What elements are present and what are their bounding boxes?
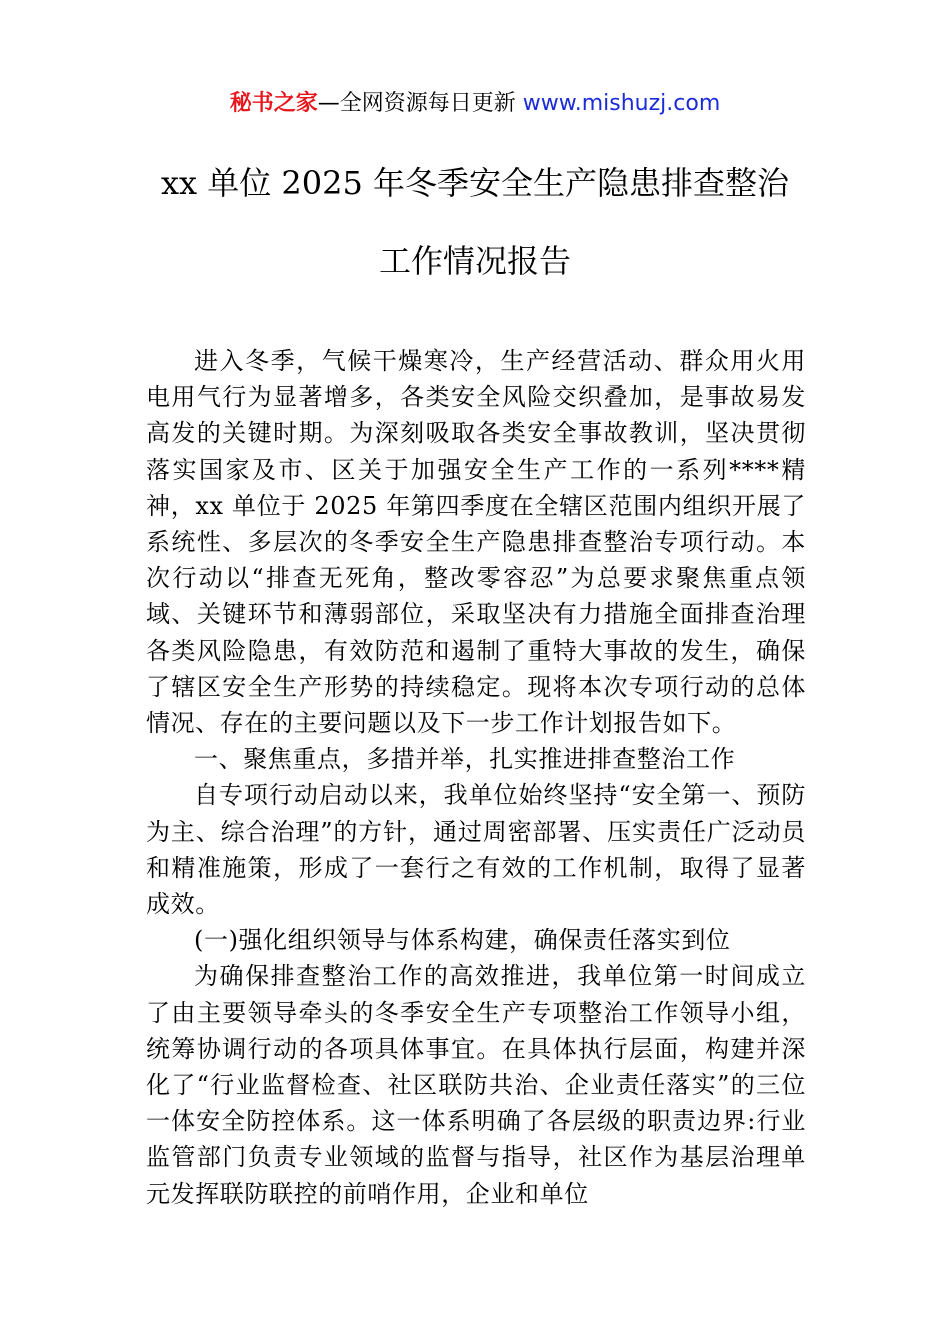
site-tagline: —全网资源每日更新: [317, 91, 523, 116]
title-line-1: xx 单位 2025 年冬季安全生产隐患排查整治: [160, 164, 790, 202]
section-1-paragraph: 自专项行动启动以来，我单位始终坚持“安全第一、预防为主、综合治理”的方针，通过周密部署、压实责任广泛动员和精准施策，形成了一套行之有效的工作机制，取得了显著成效。: [146, 781, 806, 919]
section-heading-1: 一、聚焦重点，多措并举，扎实推进排查整治工作: [194, 745, 736, 774]
site-header: [0, 88, 950, 120]
subsection-1-paragraph: 为确保排查整治工作的高效推进，我单位第一时间成立了由主要领导牵头的冬季安全生产专项整治工作领导小组，统筹协调行动的各项具体事宜。在具体执行层面，构建并深化了“行业监督检查、社区联防共治、企业责任落实”的三位一体安全防控体系。这一体系明确了各层级的职责边界:行业监管部门负责专业领域的监督与指导，社区作为基层治理单元发挥联防联控的前哨作用，企业和单位: [146, 962, 806, 1208]
document-body: [146, 343, 806, 1212]
site-url-link[interactable]: www.mishuzj.com: [522, 91, 721, 116]
subsection-heading-1: (一)强化组织领导与体系构建，确保责任落实到位: [194, 926, 731, 955]
site-brand: 秘书之家: [229, 91, 318, 116]
document-title: [60, 158, 890, 286]
intro-paragraph: 进入冬季，气候干燥寒冷，生产经营活动、群众用火用电用气行为显著增多，各类安全风险交织叠加，是事故易发高发的关键时期。为深刻吸取各类安全事故教训，坚决贯彻落实国家及市、区关于加强安全生产工作的一系列****精神，xx 单位于 2025 年第四季度在全辖区范围内组织开展了系统性、多层次的冬季安全生产隐患排查整治专项行动。本次行动以“排查无死角，整改零容忍”为总要求聚焦重点领域、关键环节和薄弱部位，采取坚决有力措施全面排查治理各类风险隐患，有效防范和遏制了重特大事故的发生，确保了辖区安全生产形势的持续稳定。现将本次专项行动的总体情况、存在的主要问题以及下一步工作计划报告如下。: [146, 347, 806, 738]
title-line-2: 工作情况报告: [378, 242, 571, 280]
